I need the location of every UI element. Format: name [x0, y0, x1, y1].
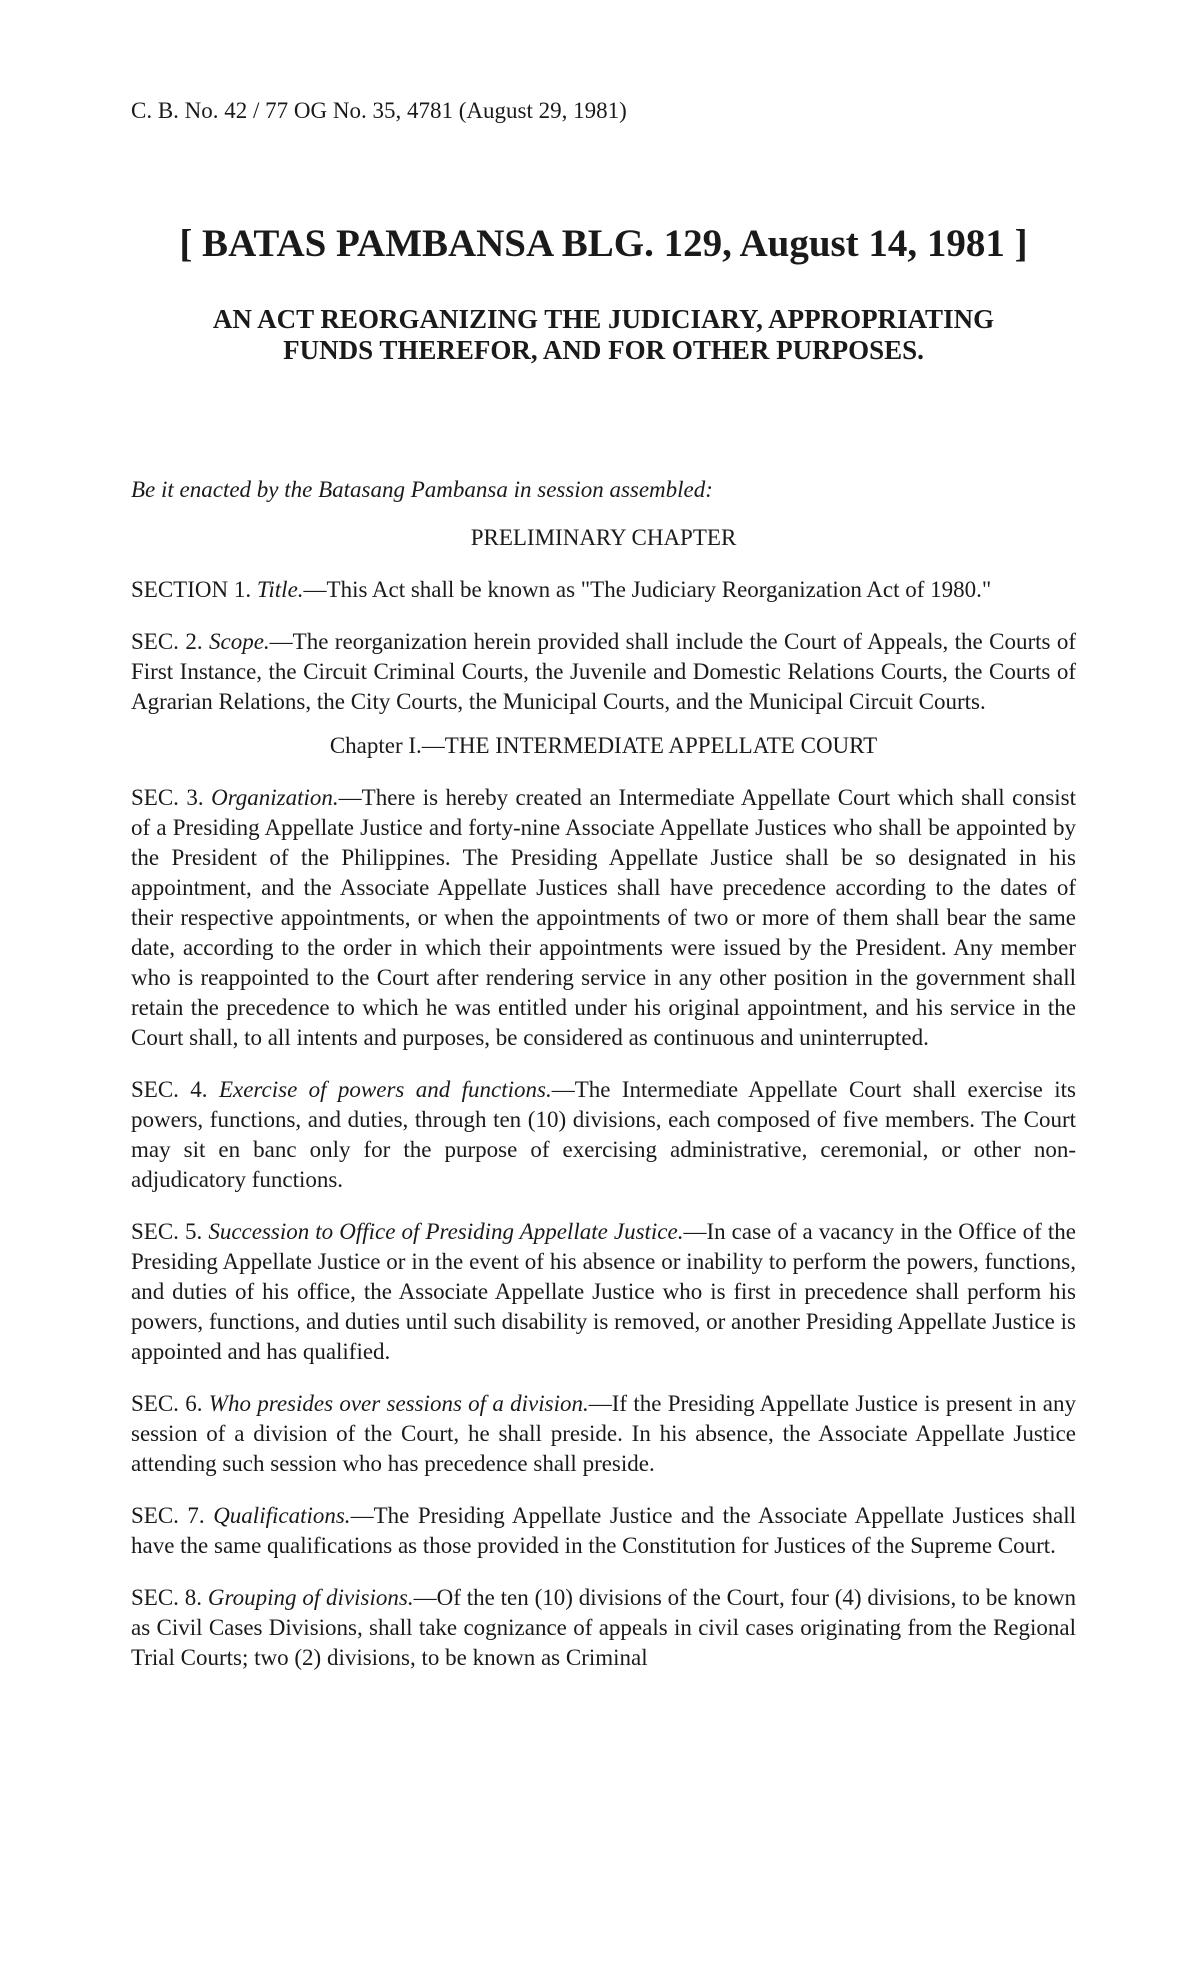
section-2 — [131, 627, 1076, 717]
subtitle-line-2: FUNDS THEREFOR, AND FOR OTHER PURPOSES. — [283, 335, 924, 365]
section-label: SEC. 2. — [131, 629, 209, 654]
section-text: —Of the ten (10) divisions of the Court, four (4) divisions, to be known as Civil Cases Divisions, shall take cognizance of appeals in civil cases originating from the Regional Trial Courts; two (2) divisions, to be known as Criminal — [131, 1585, 1076, 1670]
section-8 — [131, 1583, 1076, 1673]
section-label: SEC. 8. — [131, 1585, 208, 1610]
document-title: [ BATAS PAMBANSA BLG. 129, August 14, 1981 ] — [179, 222, 1028, 265]
section-label: SEC. 6. — [131, 1391, 209, 1416]
section-text: —The Presiding Appellate Justice and the Associate Appellate Justices shall have the same qualifications as those provided in the Constitution for Justices of the Supreme Court. — [131, 1503, 1077, 1558]
preliminary-chapter-heading: PRELIMINARY CHAPTER — [470, 525, 737, 550]
document-subtitle — [131, 304, 1076, 366]
subtitle-line-1: AN ACT REORGANIZING THE JUDICIARY, APPROPRIATING — [212, 304, 995, 334]
document-page — [131, 96, 1076, 1673]
section-4 — [131, 1075, 1076, 1195]
section-caption: Scope. — [208, 629, 270, 654]
section-label: SEC. 5. — [131, 1219, 209, 1244]
citation: C. B. No. 42 / 77 OG No. 35, 4781 (August 29, 1981) — [131, 98, 627, 123]
section-caption: Grouping of divisions. — [207, 1585, 414, 1610]
chapter-i-heading: Chapter I.—THE INTERMEDIATE APPELLATE COURT — [329, 733, 878, 758]
section-label: SEC. 3. — [131, 785, 212, 810]
section-caption: Qualifications. — [213, 1503, 351, 1528]
section-caption: Organization. — [211, 785, 339, 810]
section-label: SEC. 7. — [131, 1503, 214, 1528]
section-text: —There is hereby created an Intermediate Appellate Court which shall consist of a Presiding Appellate Justice and forty-nine Associate Appellate Justices who shall be appointed by the President of the Philippines. The Presiding Appellate Justice shall be so designated in his appointment, and the Associate Appellate Justices shall have precedence according to the dates of their respective appointments, or when the appointments of two or more of them shall bear the same date, according to the order in which their appointments were issued by the President. Any member who is reappointed to the Court after rendering service in any other position in the government shall retain the precedence to which he was entitled under his original appointment, and his service in the Court shall, to all intents and purposes, be considered as continuous and uninterrupted. — [131, 785, 1076, 1050]
section-caption: Title. — [256, 577, 304, 602]
enacting-clause: Be it enacted by the Batasang Pambansa in session assembled: — [131, 477, 713, 502]
section-7 — [131, 1501, 1076, 1561]
section-label: SECTION 1. — [131, 577, 257, 602]
section-6 — [131, 1389, 1076, 1479]
section-caption: Succession to Office of Presiding Appellate Justice. — [208, 1219, 684, 1244]
section-text: —If the Presiding Appellate Justice is present in any session of a division of the Court, he shall preside. In his absence, the Associate Appellate Justice attending such session who has precedence shall preside. — [131, 1391, 1076, 1476]
section-caption: Exercise of powers and functions. — [218, 1077, 552, 1102]
section-3 — [131, 783, 1076, 1053]
section-text: —In case of a vacancy in the Office of the Presiding Appellate Justice or in the event of his absence or inability to perform the powers, functions, and duties of his office, the Associate Appellate Justice who is first in precedence shall perform his powers, functions, and duties until such disability is removed, or another Presiding Appellate Justice is appointed and has qualified. — [131, 1219, 1076, 1364]
section-text: —The Intermediate Appellate Court shall exercise its powers, functions, and duties, through ten (10) divisions, each composed of five members. The Court may sit en banc only for the purpose of exercising administrative, ceremonial, or other non-adjudicatory functions. — [131, 1077, 1076, 1192]
section-1 — [131, 575, 1076, 605]
section-5 — [131, 1217, 1076, 1367]
section-text: —This Act shall be known as "The Judiciary Reorganization Act of 1980." — [303, 577, 992, 602]
section-caption: Who presides over sessions of a division. — [208, 1391, 589, 1416]
section-label: SEC. 4. — [131, 1077, 219, 1102]
section-text: —The reorganization herein provided shall include the Court of Appeals, the Courts of First Instance, the Circuit Criminal Courts, the Juvenile and Domestic Relations Courts, the Courts of Agrarian Relations, the City Courts, the Municipal Courts, and the Municipal Circuit Courts. — [131, 629, 1077, 714]
